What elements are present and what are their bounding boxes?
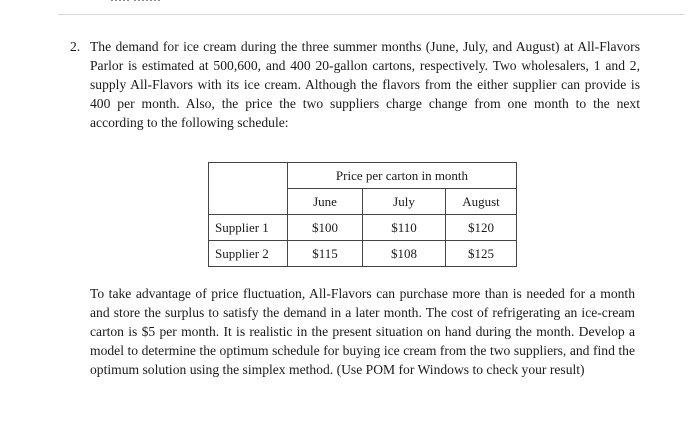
- question-closing-text: To take advantage of price fluctuation, All-Flavors can purchase more than is needed for a month and store the surplus to satisfy the demand in a later month. The cost of refrigerating an ice-cream carton is $5 per month. It is realistic in the present situation on hand during the month. Develop a model to determine the optimum schedule for buying ice cream from the two suppliers, and find the optimum solution using the simplex method. (Use POM for Windows to check your result): [90, 286, 635, 377]
- column-header-july: July: [363, 189, 446, 215]
- row-label-supplier-2: Supplier 2: [209, 241, 288, 267]
- table-cell: $108: [363, 241, 446, 267]
- table-row: [209, 241, 517, 267]
- price-table: [208, 162, 517, 267]
- table-cell: $110: [363, 215, 446, 241]
- question-block: [70, 37, 640, 132]
- table-cell: $100: [288, 215, 363, 241]
- table-cell: $115: [288, 241, 363, 267]
- table-cell: $125: [446, 241, 517, 267]
- divider-line: [58, 14, 684, 15]
- table-group-header: Price per carton in month: [288, 163, 517, 189]
- table-row: [209, 215, 517, 241]
- question-text: The demand for ice cream during the three summer months (June, July, and August) at All-Flavors Parlor is estimated at 500,600, and 400 20-gallon cartons, respectively. Two wholesalers, 1 and 2, supply All-Flavors with its ice cream. Although the flavors from the either supplier can provide is 400 per month. Also, the price the two suppliers charge change from one month to the next according to the following schedule:: [90, 39, 640, 130]
- question-number: 2.: [70, 39, 81, 54]
- table-cell: $120: [446, 215, 517, 241]
- column-header-august: August: [446, 189, 517, 215]
- row-label-supplier-1: Supplier 1: [209, 215, 288, 241]
- cropped-previous-text: ····· ·······: [110, 0, 161, 7]
- table-corner-cell: [209, 163, 288, 215]
- column-header-june: June: [288, 189, 363, 215]
